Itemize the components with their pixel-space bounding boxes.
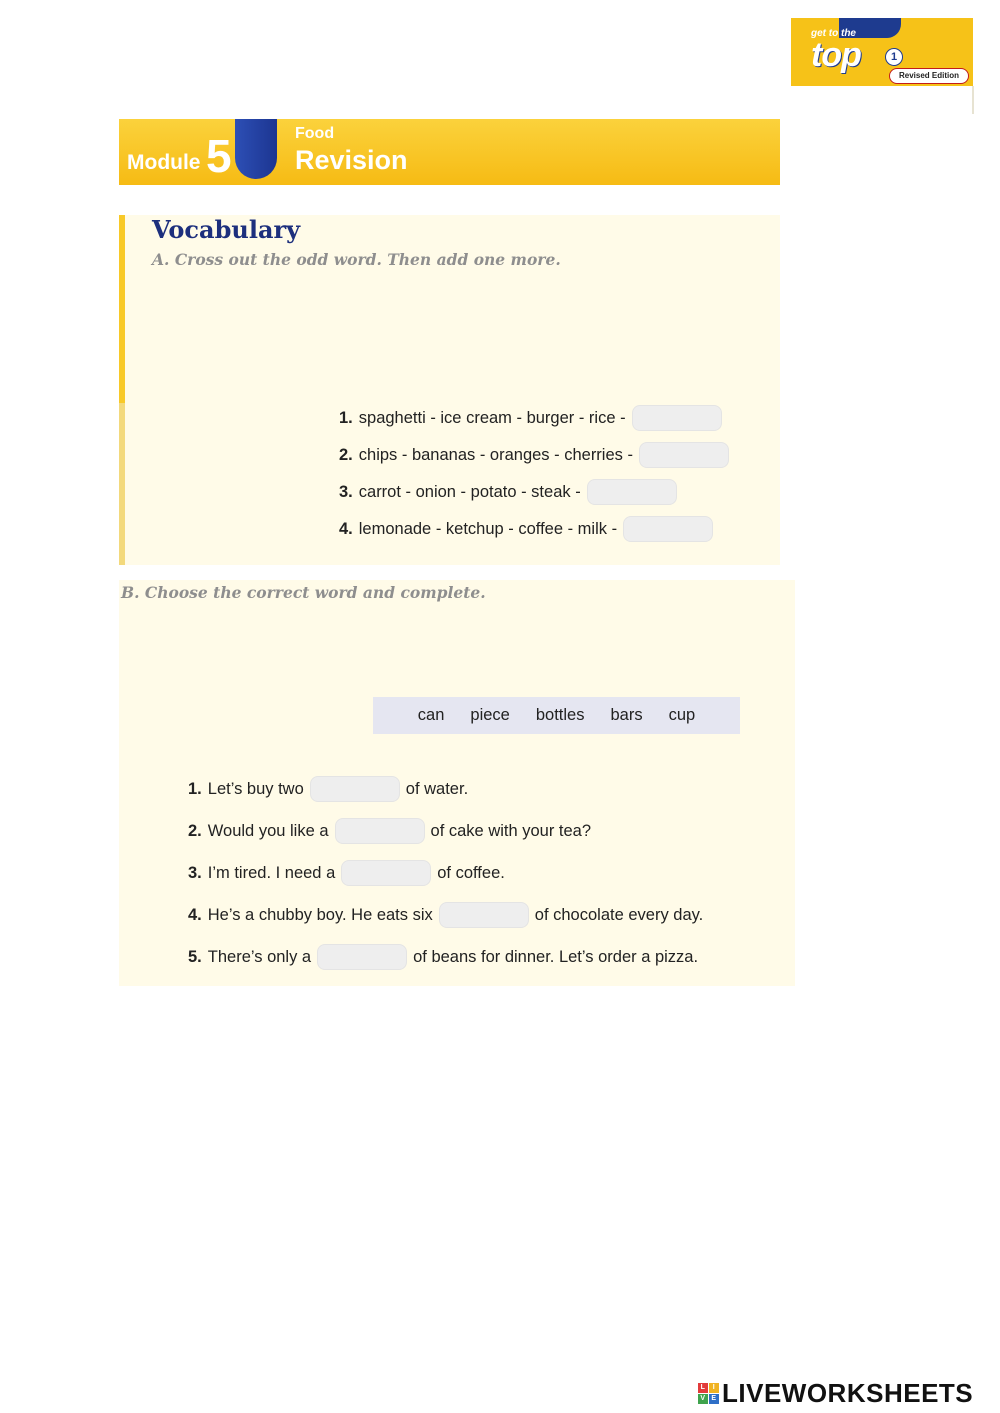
item-text-after: of water. <box>405 779 469 798</box>
answer-input-a3[interactable] <box>587 479 677 505</box>
logo-word: top <box>811 36 861 74</box>
section-a-accent-bar-light <box>119 403 125 565</box>
item-text-after: of cake with your tea? <box>430 821 592 840</box>
section-a-item-1 <box>339 405 722 431</box>
section-b-item-4 <box>188 902 703 928</box>
logo-letter: I <box>709 1383 719 1393</box>
logo-letter: E <box>709 1394 719 1404</box>
vocabulary-heading: Vocabulary <box>152 215 301 244</box>
item-number: 5. <box>188 947 202 966</box>
item-text: spaghetti - ice cream - burger - rice - <box>358 408 626 427</box>
item-number: 2. <box>339 445 353 464</box>
logo-letter: V <box>698 1394 708 1404</box>
item-text-before: Would you like a <box>207 821 329 840</box>
logo-edge-divider <box>972 86 974 114</box>
section-a-item-3 <box>339 479 677 505</box>
module-tab-decoration <box>235 119 277 179</box>
word-bank <box>373 697 740 734</box>
section-a-accent-bar <box>119 215 125 403</box>
section-b-item-5 <box>188 944 698 970</box>
logo-edition-badge: Revised Edition <box>889 68 969 84</box>
liveworksheets-watermark <box>698 1378 973 1409</box>
item-number: 4. <box>188 905 202 924</box>
item-number: 1. <box>188 779 202 798</box>
book-logo <box>791 18 973 86</box>
word-bank-item: bars <box>610 706 643 724</box>
item-number: 3. <box>339 482 353 501</box>
item-text-after: of beans for dinner. Let’s order a pizza. <box>413 947 699 966</box>
section-a-item-4 <box>339 516 713 542</box>
answer-input-b1[interactable] <box>310 776 400 802</box>
answer-input-a4[interactable] <box>623 516 713 542</box>
item-text: lemonade - ketchup - coffee - milk - <box>358 519 618 538</box>
answer-input-b5[interactable] <box>317 944 407 970</box>
logo-letter: L <box>698 1383 708 1393</box>
answer-input-a2[interactable] <box>639 442 729 468</box>
word-bank-item: piece <box>470 706 510 724</box>
item-text: chips - bananas - oranges - cherries - <box>358 445 633 464</box>
module-label: Module <box>127 151 201 174</box>
watermark-text: LIVEWORKSHEETS <box>722 1378 974 1408</box>
item-text: carrot - onion - potato - steak - <box>358 482 581 501</box>
item-number: 2. <box>188 821 202 840</box>
logo-tagline: get to the <box>811 28 856 39</box>
answer-input-b3[interactable] <box>341 860 431 886</box>
item-number: 1. <box>339 408 353 427</box>
item-text-before: I’m tired. I need a <box>207 863 336 882</box>
answer-input-b4[interactable] <box>439 902 529 928</box>
liveworksheets-logo-icon <box>698 1383 719 1404</box>
item-text-before: Let’s buy two <box>207 779 304 798</box>
item-text-before: There’s only a <box>207 947 312 966</box>
section-b-item-2 <box>188 818 591 844</box>
section-a-item-2 <box>339 442 729 468</box>
word-bank-item: bottles <box>535 706 585 724</box>
section-a-instruction: A. Cross out the odd word. Then add one more. <box>152 250 561 269</box>
answer-input-b2[interactable] <box>335 818 425 844</box>
section-b-item-3 <box>188 860 505 886</box>
module-banner <box>119 119 780 185</box>
item-text-after: of chocolate every day. <box>534 905 704 924</box>
item-text-after: of coffee. <box>437 863 505 882</box>
logo-level-badge: 1 <box>885 48 903 66</box>
item-number: 4. <box>339 519 353 538</box>
module-topic: Food <box>295 125 335 142</box>
module-number: 5 <box>206 130 232 182</box>
module-title: Revision <box>295 145 408 175</box>
item-number: 3. <box>188 863 202 882</box>
item-text-before: He’s a chubby boy. He eats six <box>207 905 433 924</box>
section-b-instruction: B. Choose the correct word and complete. <box>121 583 486 602</box>
answer-input-a1[interactable] <box>632 405 722 431</box>
section-b-item-1 <box>188 776 468 802</box>
word-bank-item: cup <box>668 706 696 724</box>
word-bank-item: can <box>417 706 445 724</box>
